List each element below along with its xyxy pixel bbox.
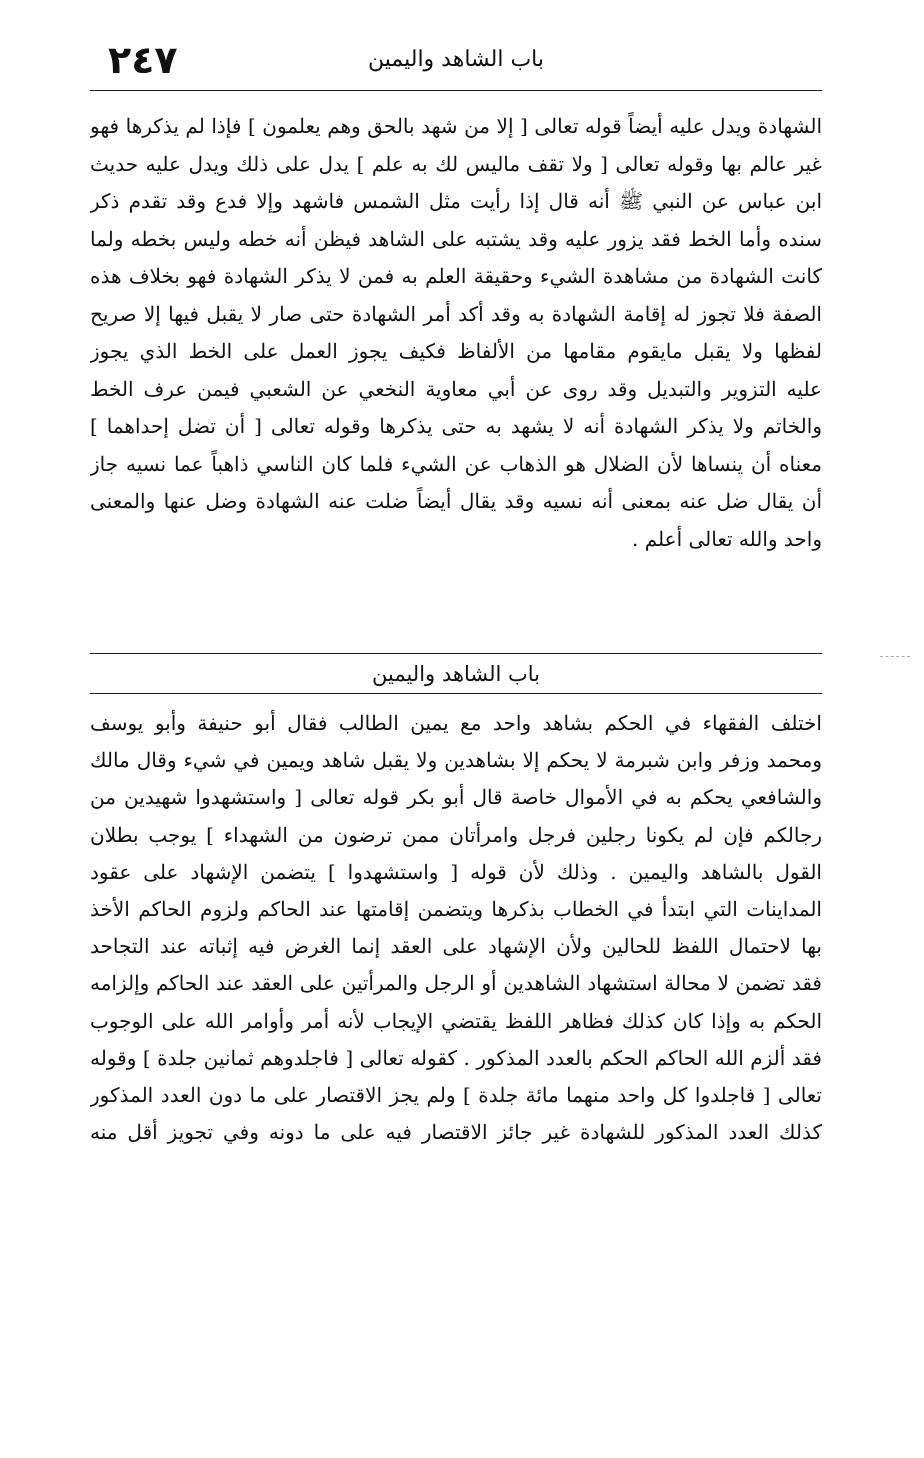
text-line: الحكم به وإذا كان كذلك فظاهر اللفظ يقتضي الإيجاب لأنه أمر وأوامر الله على الوجوب <box>90 1008 822 1033</box>
section-heading: باب الشاهد واليمين <box>372 662 540 686</box>
text-line: اختلف الفقهاء في الحكم بشاهد واحد مع يمين الطالب فقال أبو حنيفة وأبو يوسف <box>90 711 822 735</box>
text-line: فقد ألزم الله الحاكم الحكم بالعدد المذكور . كقوله تعالى [ فاجلدوهم ثمانين جلدة ] وقوله <box>90 1045 822 1070</box>
text-line: كذلك العدد المذكور للشهادة غير جائز الاقتصار فيه على ما دونه وفي تجويز أقل منه <box>90 1120 822 1145</box>
text-line: واحد والله تعالى أعلم . <box>631 526 822 551</box>
text-line: كانت الشهادة من مشاهدة الشيء وحقيقة العلم به فمن لا يذكر الشهادة فهو بخلاف هذه <box>90 264 822 288</box>
text-line: والشافعي يحكم به في الأموال خاصة قال أبو بكر قوله تعالى [ واستشهدوا شهيدين من <box>90 785 822 810</box>
text-line: رجالكم فإن لم يكونا رجلين فرجل وامرأتان ممن ترضون من الشهداء ] يوجب بطلان <box>90 822 822 847</box>
text-line: أن يقال ضل عنه بمعنى أنه نسيه وقد يقال أيضاً ضلت عنه الشهادة وضل عنها والمعنى <box>90 489 822 513</box>
text-line: تعالى [ فاجلدوا كل واحد منهما مائة جلدة ] ولم يجز الاقتصار على ما دون العدد المذكور <box>90 1082 822 1107</box>
text-line: لفظها ولا يقبل مايقوم مقامها من الألفاظ فكيف يجوز العمل على الخط الذي يجوز <box>90 339 822 363</box>
text-line: عليه التزوير والتبديل وقد روى عن أبي معاوية النخعي عن الشعبي فيمن عرف الخط <box>90 376 822 401</box>
text-line: القول بالشاهد واليمين . وذلك لأن قوله [ واستشهدوا ] يتضمن الإشهاد على عقود <box>90 859 822 884</box>
section-bottom-rule <box>90 693 822 694</box>
text-line: ومحمد وزفر وابن شبرمة لا يحكم إلا بشاهدين ولا يقبل شاهد ويمين في شيء وقال مالك <box>90 748 822 773</box>
page-number: ٢٤٧ <box>108 38 178 82</box>
text-line: والخاتم ولا يذكر الشهادة أنه لا يشهد به حتى يذكرها وقوله تعالى [ أن تضل إحداهما ] <box>90 414 822 438</box>
text-line: بها لاحتمال اللفظ للحالين ولأن الإشهاد على العقد إنما الغرض فيه إثباته عند التجاحد <box>90 934 822 959</box>
running-title: باب الشاهد واليمين <box>368 47 544 72</box>
text-line: فقد تضمن لا محالة استشهاد الشاهدين أو الرجل والمرأتين على العقد عند الحاكم وإلزامه <box>90 971 822 996</box>
page-header <box>90 38 822 82</box>
section-top-rule <box>90 653 822 654</box>
scan-mark <box>880 656 910 657</box>
text-line: الشهادة ويدل عليه أيضاً قوله تعالى [ إلا من شهد بالحق وهم يعلمون ] فإذا لم يذكرها فهو <box>90 114 822 138</box>
text-block-1 <box>90 108 822 558</box>
text-line: الصفة فلا تجوز له إقامة الشهادة به وقد أكد أمر الشهادة حتى صار لا يقبل فيها إلا صريح <box>90 301 822 326</box>
text-line: سنده وأما الخط فقد يزور عليه وقد يشتبه على الشاهد فيظن أنه خطه وليس بخطه ولما <box>90 226 822 251</box>
text-line: غير عالم بها وقوله تعالى [ ولا تقف ماليس لك به علم ] يدل على ذلك ويدل عليه حديث <box>90 151 822 176</box>
text-line: ابن عباس عن النبي ﷺ أنه قال إذا رأيت مثل الشمس فاشهد وإلا فدع وقد تقدم ذكر <box>90 189 822 213</box>
text-line: معناه أن ينساها لأن الضلال هو الذهاب عن الشيء فلما كان الناسي ذاهباً عما نسيه جاز <box>90 451 822 476</box>
text-line: المداينات التي ابتدأ في الخطاب بذكرها ويتضمن إقامتها عند الحاكم ولزوم الحاكم الأخذ <box>90 896 822 921</box>
header-rule <box>90 90 822 91</box>
text-block-2 <box>90 705 822 1151</box>
